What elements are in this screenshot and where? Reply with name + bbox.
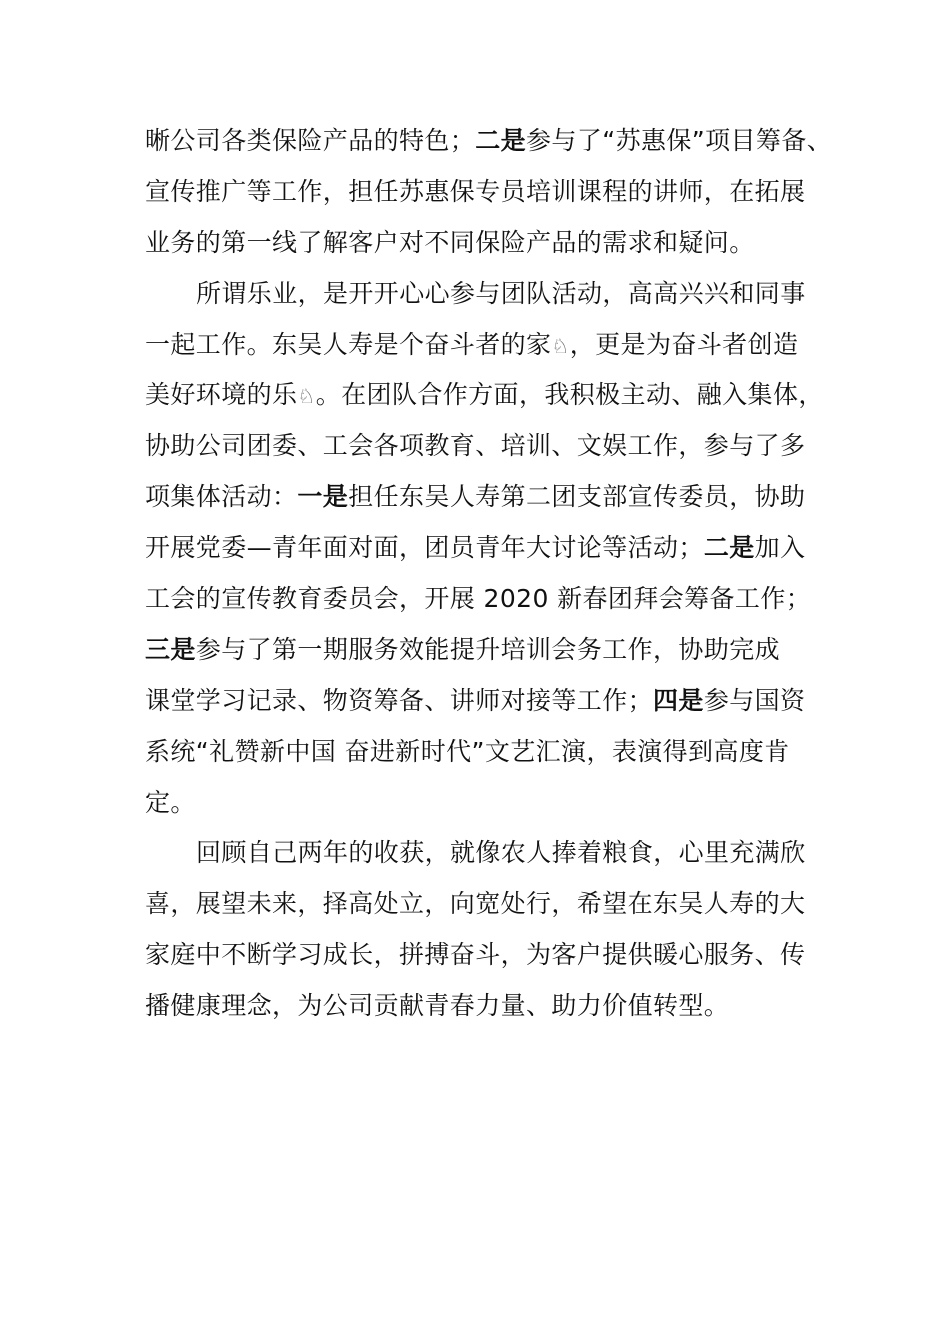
bold-emphasis: 三是 xyxy=(145,634,196,664)
text-line: 美好环境的乐♘。在团队合作方面，我积极主动、融入集体， xyxy=(145,380,824,410)
knight-glyph-icon: ♘ xyxy=(297,384,316,409)
bold-emphasis: 二是 xyxy=(703,533,755,563)
text-line: 喜，展望未来，择高处立，向宽处行，希望在东吴人寿的大 xyxy=(145,889,806,919)
text-line: 业务的第一线了解客户对不同保险产品的需求和疑问。 xyxy=(145,227,755,257)
document-body xyxy=(145,116,845,1032)
text-line: 一起工作。东吴人寿是个奋斗者的家♘，更是为奋斗者创造 xyxy=(145,329,799,359)
text-line: 播健康理念，为公司贡献青春力量、助力价值转型。 xyxy=(145,991,730,1021)
text-line: 项集体活动：一是担任东吴人寿第二团支部宣传委员，协助 xyxy=(145,482,806,512)
text-line: 开展党委—青年面对面，团员青年大讨论等活动；二是加入 xyxy=(145,533,806,563)
bold-emphasis: 一是 xyxy=(297,482,349,512)
paragraph-start: 回顾自己两年的收获，就像农人捧着粮食，心里充满欣 xyxy=(196,838,806,868)
text-line: 三是参与了第一期服务效能提升培训会务工作，协助完成 xyxy=(145,634,781,664)
paragraph-start: 所谓乐业，是开开心心参与团队活动，高高兴兴和同事 xyxy=(196,278,806,308)
text-line: 定。 xyxy=(145,787,196,817)
text-line: 系统“礼赞新中国 奋进新时代”文艺汇演，表演得到高度肯 xyxy=(145,736,790,766)
bold-emphasis: 二是 xyxy=(475,126,527,155)
bold-emphasis: 四是 xyxy=(653,685,704,715)
text-line: 工会的宣传教育委员会，开展 2020 新春团拜会筹备工作； xyxy=(145,584,812,614)
text-line: 晰公司各类保险产品的特色；二是参与了“苏惠保”项目筹备、 xyxy=(145,126,833,155)
text-line: 课堂学习记录、物资筹备、讲师对接等工作；四是参与国资 xyxy=(145,685,806,715)
text-line: 家庭中不断学习成长，拼搏奋斗，为客户提供暖心服务、传 xyxy=(145,940,806,970)
knight-glyph-icon: ♘ xyxy=(551,333,570,358)
text-line: 宣传推广等工作，担任苏惠保专员培训课程的讲师，在拓展 xyxy=(145,176,806,206)
text-line: 协助公司团委、工会各项教育、培训、文娱工作，参与了多 xyxy=(145,431,806,461)
